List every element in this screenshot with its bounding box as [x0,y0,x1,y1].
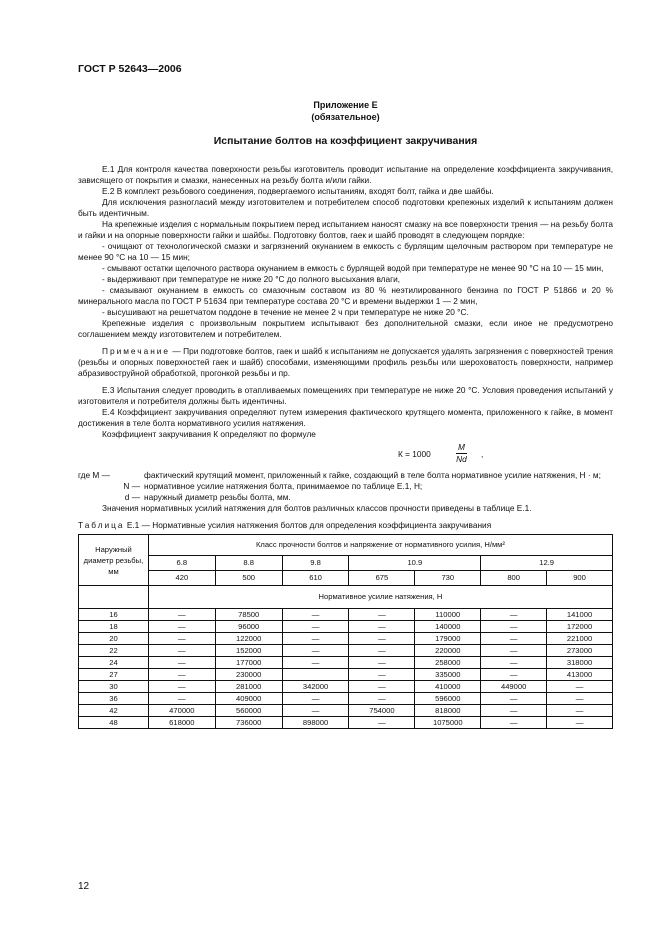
annex-status: (обязательное) [311,112,380,122]
force-cell: 318000 [547,657,613,669]
force-cell: — [547,693,613,705]
table-row [79,717,613,729]
force-cell: — [349,609,415,621]
class-cell: 6.8 [148,556,215,571]
force-cell: 449000 [481,681,547,693]
force-cell: — [148,645,215,657]
where-force [78,481,613,492]
force-cell: — [148,693,215,705]
force-cell: 78500 [215,609,282,621]
force-cell [282,669,349,681]
force-cell: — [481,645,547,657]
where-text: фактический крутящий момент, приложенный к гайке, создающий в теле болта нормативное усилие натяжения, Н · м; [144,470,601,480]
force-cell: 596000 [415,693,481,705]
table-row [79,621,613,633]
empty-header-cell [79,586,149,609]
paragraph-formula-intro: Коэффициент закручивания К определяют по формуле [102,429,316,439]
force-cell: — [148,633,215,645]
class-cell: 12.9 [481,556,613,571]
paragraph-identical-prep: Для исключения разногласий между изготовителем и потребителем способ подготовки крепежных изделий к испытаниям должен быть идентичным. [78,197,613,218]
where-text: наружный диаметр резьбы болта, мм. [144,492,291,502]
step-dry: - выдерживают при температуре не ниже 20 °С до полного высыхания влаги, [102,274,401,284]
table-row [79,669,613,681]
force-cell: — [148,669,215,681]
force-cell: — [547,717,613,729]
paragraph-normal-coating: На крепежные изделия с нормальным покрытием перед испытанием наносят смазку на все поверхности трения — на резьбу болта и гайки и на опорные поверхности гайки и шайбы. Подготовку болтов, гаек и шайб проводят в следующем порядке: [78,219,613,240]
table-row [79,693,613,705]
force-cell: — [148,609,215,621]
force-cell: — [349,633,415,645]
force-cell: 220000 [415,645,481,657]
force-header: Нормативное усилие натяжения, Н [148,586,612,609]
force-cell: 141000 [547,609,613,621]
formula-fraction [456,442,467,465]
force-cell: — [282,609,349,621]
table-caption [78,520,613,531]
paragraph-e4: Е.4 Коэффициент закручивания определяют путем измерения фактического крутящего момента, приложенного к гайке, в момент достижения в теле болта нормативного усилия натяжения. [78,407,613,428]
force-cell: 172000 [547,621,613,633]
stress-cell: 800 [481,571,547,586]
note [78,346,613,379]
force-cell: 818000 [415,705,481,717]
table-caption-text: Е.1 — Нормативные усилия натяжения болтов для определения коэффициента закручивания [124,520,492,530]
stress-cell: 900 [547,571,613,586]
table-row [79,657,613,669]
where-label: где M — [78,470,110,480]
diameter-cell: 24 [79,657,149,669]
force-cell: — [148,621,215,633]
force-cell: 618000 [148,717,215,729]
force-cell: — [481,705,547,717]
class-cell: 8.8 [215,556,282,571]
force-cell: — [547,705,613,717]
step-lubricate: - смазывают окунанием в емкость со смазочным составом из 80 % неэтилированного бензина по ГОСТ Р 51866 и 20 % минерального масла по ГОСТ Р 51634 при температуре состава 20 °С и времени выдержки 1 — 2 мин, [78,285,613,306]
force-cell: — [349,669,415,681]
force-cell: 152000 [215,645,282,657]
row-header: Наружный диаметр резьбы, мм [79,535,149,586]
step-drain: - высушивают на решетчатом поддоне в течение не менее 2 ч при температуре не ниже 20 °С. [102,307,469,317]
paragraph-e2: Е.2 В комплект резьбового соединения, подвергаемого испытаниям, входят болт, гайка и две шайбы. [102,186,494,196]
table-row [79,633,613,645]
annex-title: Испытание болтов на коэффициент закручивания [213,135,478,147]
stress-cell: 675 [349,571,415,586]
table-caption-label: Таблица [78,520,125,530]
force-cell: 140000 [415,621,481,633]
step-rinse: - смывают остатки щелочного раствора окунанием в емкость с бурлящей водой при температуре не менее 90 °С на 10 — 15 мин, [102,263,604,273]
force-cell: — [349,657,415,669]
step-clean: - очищают от технологической смазки и загрязнений окунанием в емкость с бурлящим щелочным раствором при температуре не менее 90 °С на 10 — 15 мин; [78,241,613,262]
formula-tail: , [481,449,484,459]
force-cell: — [282,633,349,645]
force-cell: — [282,657,349,669]
force-cell: 221000 [547,633,613,645]
force-cell: 754000 [349,705,415,717]
force-cell: 96000 [215,621,282,633]
diameter-cell: 18 [79,621,149,633]
note-text: — При подготовке болтов, гаек и шайб к испытаниям не допускается удалять загрязнения с поверхностей трения (резьбы и опорных поверхностей гаек и шайб) способами, изменяющими профиль резьбы или шероховатость поверхности, например абразивоструйной обработкой, прогонкой резьбы и пр. [78,346,613,378]
where-label: d — [124,492,140,502]
force-cell: 413000 [547,669,613,681]
force-cell: 736000 [215,717,282,729]
table-row [79,645,613,657]
force-cell: 258000 [415,657,481,669]
force-cell: — [481,633,547,645]
where-diameter [78,492,613,503]
force-cell: — [481,717,547,729]
force-cell: — [282,645,349,657]
force-cell: 122000 [215,633,282,645]
table-row [79,681,613,693]
force-cell: 410000 [415,681,481,693]
diameter-cell: 16 [79,609,149,621]
force-cell: — [481,669,547,681]
force-cell: — [349,717,415,729]
force-cell: 470000 [148,705,215,717]
force-cell: 342000 [282,681,349,693]
force-cell: 335000 [415,669,481,681]
force-cell: 177000 [215,657,282,669]
class-header: Класс прочности болтов и напряжение от нормативного усилия, Н/мм² [148,535,612,556]
where-label: N — [123,481,140,491]
annex-label: Приложение Е [313,100,378,110]
force-cell: — [148,681,215,693]
force-cell: — [481,609,547,621]
force-cell: — [481,621,547,633]
force-cell: — [349,693,415,705]
table-body [79,609,613,729]
paragraph-e1: Е.1 Для контроля качества поверхности резьбы изготовитель проводит испытание на определение коэффициента закручивания, зависящего от покрытия и смазки, нанесенных на резьбу болта и/или гайки. [78,164,613,185]
force-cell: 1075000 [415,717,481,729]
formula [174,442,613,466]
class-cell: 9.8 [282,556,349,571]
force-cell: 110000 [415,609,481,621]
force-cell: 281000 [215,681,282,693]
force-cell: — [282,705,349,717]
diameter-cell: 27 [79,669,149,681]
force-cell: — [148,657,215,669]
table-row [79,609,613,621]
paragraph-table-ref: Значения нормативных усилий натяжения для болтов различных классов прочности приведены в таблице Е.1. [102,503,532,513]
diameter-cell: 22 [79,645,149,657]
force-cell: — [547,681,613,693]
diameter-cell: 42 [79,705,149,717]
formula-lhs: К = 1000 [398,449,431,459]
note-label: Примечание [102,346,171,356]
paragraph-e3: Е.3 Испытания следует проводить в отапливаемых помещениях при температуре не ниже 20 °С. Условия проведения испытаний у изготовителя и потребителя должны быть идентичны. [78,385,613,406]
force-cell: 560000 [215,705,282,717]
force-cell: — [481,693,547,705]
stress-cell: 420 [148,571,215,586]
stress-cell: 610 [282,571,349,586]
diameter-cell: 20 [79,633,149,645]
diameter-cell: 48 [79,717,149,729]
diameter-cell: 36 [79,693,149,705]
paragraph-arbitrary-coating: Крепежные изделия с произвольным покрытием испытывают без дополнительной смазки, если иное не предусмотрено соглашением между изготовителем и потребителем. [78,318,613,339]
page-number: 12 [78,881,90,892]
formula-numerator: M [458,442,465,452]
class-cell: 10.9 [349,556,481,571]
force-cell: — [349,681,415,693]
force-cell: — [282,693,349,705]
force-cell: — [282,621,349,633]
force-cell: — [349,621,415,633]
force-cell: — [349,645,415,657]
standard-number: ГОСТ Р 52643—2006 [78,63,182,75]
where-moment [78,470,613,481]
force-cell: 230000 [215,669,282,681]
table-row [79,705,613,717]
force-cell: 898000 [282,717,349,729]
force-cell: 179000 [415,633,481,645]
formula-denominator: Nd [456,454,467,464]
force-cell: 409000 [215,693,282,705]
force-cell: 273000 [547,645,613,657]
tension-table [78,534,613,729]
where-text: нормативное усилие натяжения болта, принимаемое по таблице Е.1, Н; [144,481,423,491]
stress-cell: 500 [215,571,282,586]
force-cell: — [481,657,547,669]
stress-cell: 730 [415,571,481,586]
diameter-cell: 30 [79,681,149,693]
